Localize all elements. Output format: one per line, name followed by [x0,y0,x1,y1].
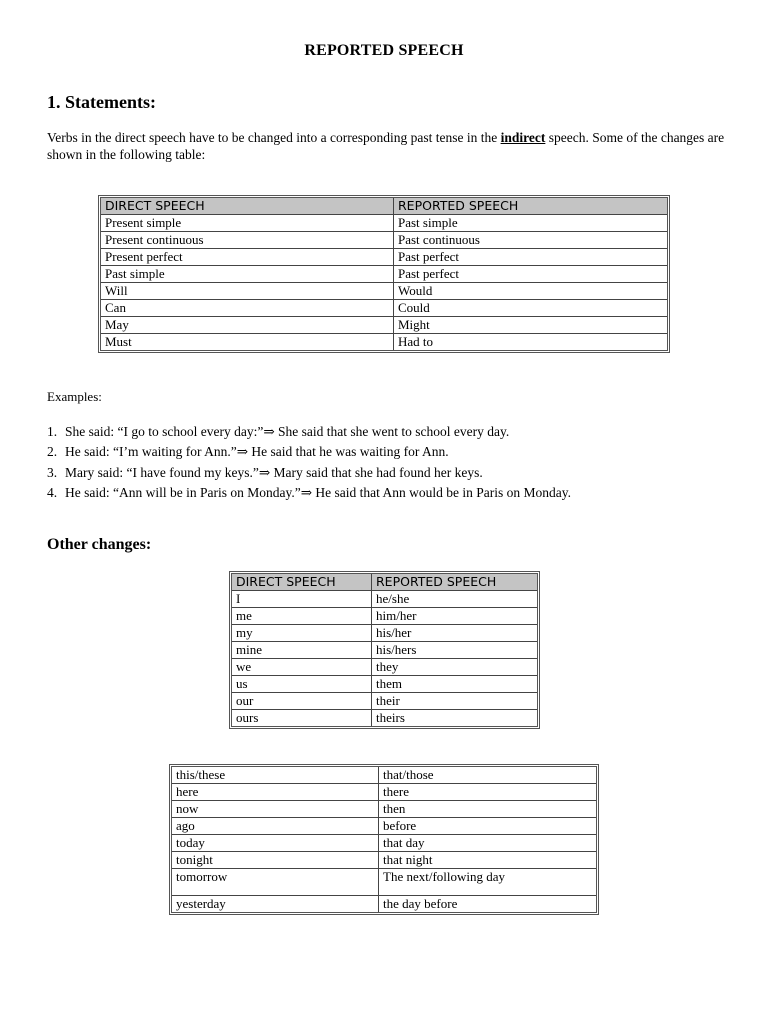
example-text: She said: “I go to school every day:”⇒ She said that she went to school every day. [65,424,510,439]
table-cell: Past simple [394,215,667,232]
table-row [232,591,537,608]
table-cell: ours [232,710,372,726]
time-place-table [169,764,599,915]
table-row [232,625,537,642]
example-text: He said: “Ann will be in Paris on Monday.”⇒ He said that Ann would be in Paris on Monday. [65,484,571,500]
table-row [172,852,596,869]
intro-emphasis-indirect: indirect [500,130,546,145]
table-cell: them [372,676,537,693]
table-cell: Would [394,283,667,300]
table-cell: before [379,818,596,835]
table-row [172,835,596,852]
table-cell: he/she [372,591,537,608]
example-text: He said: “I’m waiting for Ann.”⇒ He said that he was waiting for Ann. [65,444,449,460]
page-title: REPORTED SPEECH [304,42,464,59]
table-cell: Present continuous [101,232,394,249]
list-number: 1. [47,424,58,439]
table-cell: his/her [372,625,537,642]
table-row [232,659,537,676]
table-cell: theirs [376,710,405,725]
table-row [101,215,667,232]
table-cell: that day [379,835,596,852]
list-number: 4. [47,484,58,500]
table-cell: The next/following day [379,869,596,896]
table-cell: Must [101,334,394,350]
table-row [232,676,537,693]
list-number: 3. [47,464,58,480]
table-cell: this/these [172,767,379,784]
table-cell: Past continuous [394,232,667,249]
intro-paragraph [47,129,727,163]
table-row [232,642,537,659]
table-row [172,896,596,912]
table-row [101,317,667,334]
list-item [47,443,571,463]
table-cell: our [232,693,372,710]
table-row [101,283,667,300]
table-cell: that/those [379,767,596,784]
table-cell: their [372,693,537,710]
table-cell: Might [394,317,667,334]
examples-label: Examples: [47,389,102,404]
table-cell: tomorrow [172,869,379,896]
intro-text-start: Verbs in the direct speech have to be changed into a corresponding past tense in the [47,130,501,145]
table-cell: Present perfect [101,249,394,266]
table-cell: Can [101,300,394,317]
tense-table [98,195,670,353]
table-cell: yesterday [172,896,379,912]
table-cell: Past perfect [394,266,667,283]
table-cell: here [172,784,379,801]
table-row [101,300,667,317]
table-cell: Will [101,283,394,300]
section-heading-statements: 1. Statements: [47,92,156,112]
header-cell: DIRECT SPEECH [232,574,372,591]
table-row [172,784,596,801]
table-cell: they [372,659,537,676]
table-cell: today [172,835,379,852]
examples-list [47,423,571,504]
table-cell: that night [379,852,596,869]
table-cell: mine [232,642,372,659]
table-row [232,710,537,726]
table-cell: ago [172,818,379,835]
header-cell: DIRECT SPEECH [101,198,394,215]
table-cell: tonight [172,852,379,869]
table-cell: him/her [372,608,537,625]
table-cell: Present simple [101,215,394,232]
table-cell: there [379,784,596,801]
table-cell: we [232,659,372,676]
table-row [101,334,667,350]
header-cell: REPORTED SPEECH [394,198,667,215]
table-header-row [232,574,537,591]
list-item [47,484,571,504]
section-heading-other-changes: Other changes: [47,536,152,553]
table-cell: his/hers [372,642,537,659]
table-cell: me [232,608,372,625]
intro-text-end: speech. Some of the changes are shown in the following table: [47,130,725,162]
table-cell: Past perfect [394,249,667,266]
table-row [172,767,596,784]
list-number: 2. [47,444,58,460]
table-cell: then [379,801,596,818]
table-cell: my [232,625,372,642]
table-row [232,693,537,710]
table-cell: the day before [383,896,458,911]
list-item [47,423,571,443]
table-row [172,801,596,818]
table-cell: us [232,676,372,693]
table-row [101,232,667,249]
table-cell: Could [394,300,667,317]
table-header-row [101,198,667,215]
table-cell: Past simple [101,266,394,283]
table-row [101,249,667,266]
table-cell: now [172,801,379,818]
table-row [172,818,596,835]
table-cell: Had to [398,334,434,349]
header-cell: REPORTED SPEECH [372,574,537,591]
table-cell: I [232,591,372,608]
pronoun-table [229,571,540,729]
table-row [232,608,537,625]
table-cell: May [101,317,394,334]
table-row [101,266,667,283]
table-row [172,869,596,896]
example-text: Mary said: “I have found my keys.”⇒ Mary said that she had found her keys. [65,464,483,480]
list-item [47,464,571,484]
